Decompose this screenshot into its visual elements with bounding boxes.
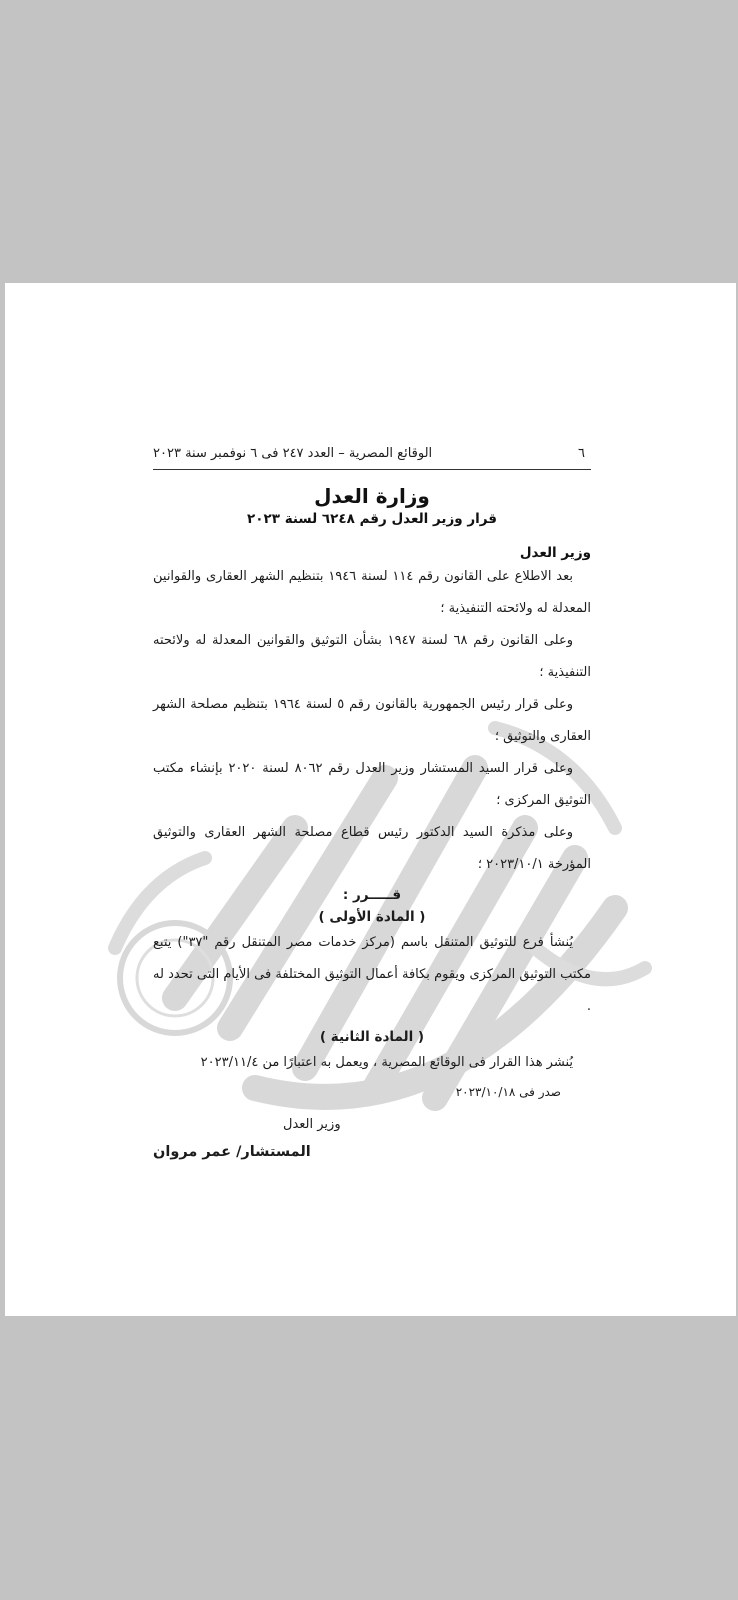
gazette-issue-line: الوقائع المصرية – العدد ٢٤٧ فى ٦ نوفمبر سنة ٢٠٢٣ [153,446,433,461]
article-1-text: يُنشأ فرع للتوثيق المتنقل باسم (مركز خدمات مصر المتنقل رقم "٣٧") يتبع مكتب التوثيق المركزى ويقوم بكافة أعمال التوثيق المختلفة فى الأيام التى تحدد له . [153,935,591,1014]
signature-name: المستشار/ عمر مروان [153,1144,311,1160]
preamble-item: بعد الاطلاع على القانون رقم ١١٤ لسنة ١٩٤٦ بتنظيم الشهر العقارى والقوانين المعدلة له ولائحته التنفيذية ؛ [153,569,591,616]
minister-heading: وزير العدل [519,545,591,561]
decided-label: قـــــرر : [342,887,402,903]
signature-title: وزير العدل [283,1117,341,1132]
gazette-document [153,446,591,1160]
preamble-item: وعلى قرار رئيس الجمهورية بالقانون رقم ٥ لسنة ١٩٦٤ بتنظيم مصلحة الشهر العقارى والتوثيق ؛ [153,697,591,744]
page-number: ٦ [578,446,585,461]
document-page [5,283,736,1316]
issued-date: صدر فى ٢٠٢٣/١٠/١٨ [455,1085,561,1099]
article-2-text: يُنشر هذا القرار فى الوقائع المصرية ، ويعمل به اعتبارًا من ٢٠٢٣/١١/٤ [200,1055,573,1070]
decree-subtitle: قرار وزير العدل رقم ٦٢٤٨ لسنة ٢٠٢٣ [247,511,497,527]
article-2-heading: ( المادة الثانية ) [319,1029,425,1045]
article-1-heading: ( المادة الأولى ) [318,909,426,925]
preamble-item: وعلى قرار السيد المستشار وزير العدل رقم ٨٠٦٢ لسنة ٢٠٢٠ بإنشاء مكتب التوثيق المركزى ؛ [153,761,591,808]
preamble-item: وعلى مذكرة السيد الدكتور رئيس قطاع مصلحة الشهر العقارى والتوثيق المؤرخة ٢٠٢٣/١٠/١ ؛ [153,825,591,872]
ministry-title: وزارة العدل [314,484,430,508]
gazette-header [153,446,591,470]
preamble-item: وعلى القانون رقم ٦٨ لسنة ١٩٤٧ بشأن التوثيق والقوانين المعدلة له ولائحته التنفيذية ؛ [153,633,591,680]
